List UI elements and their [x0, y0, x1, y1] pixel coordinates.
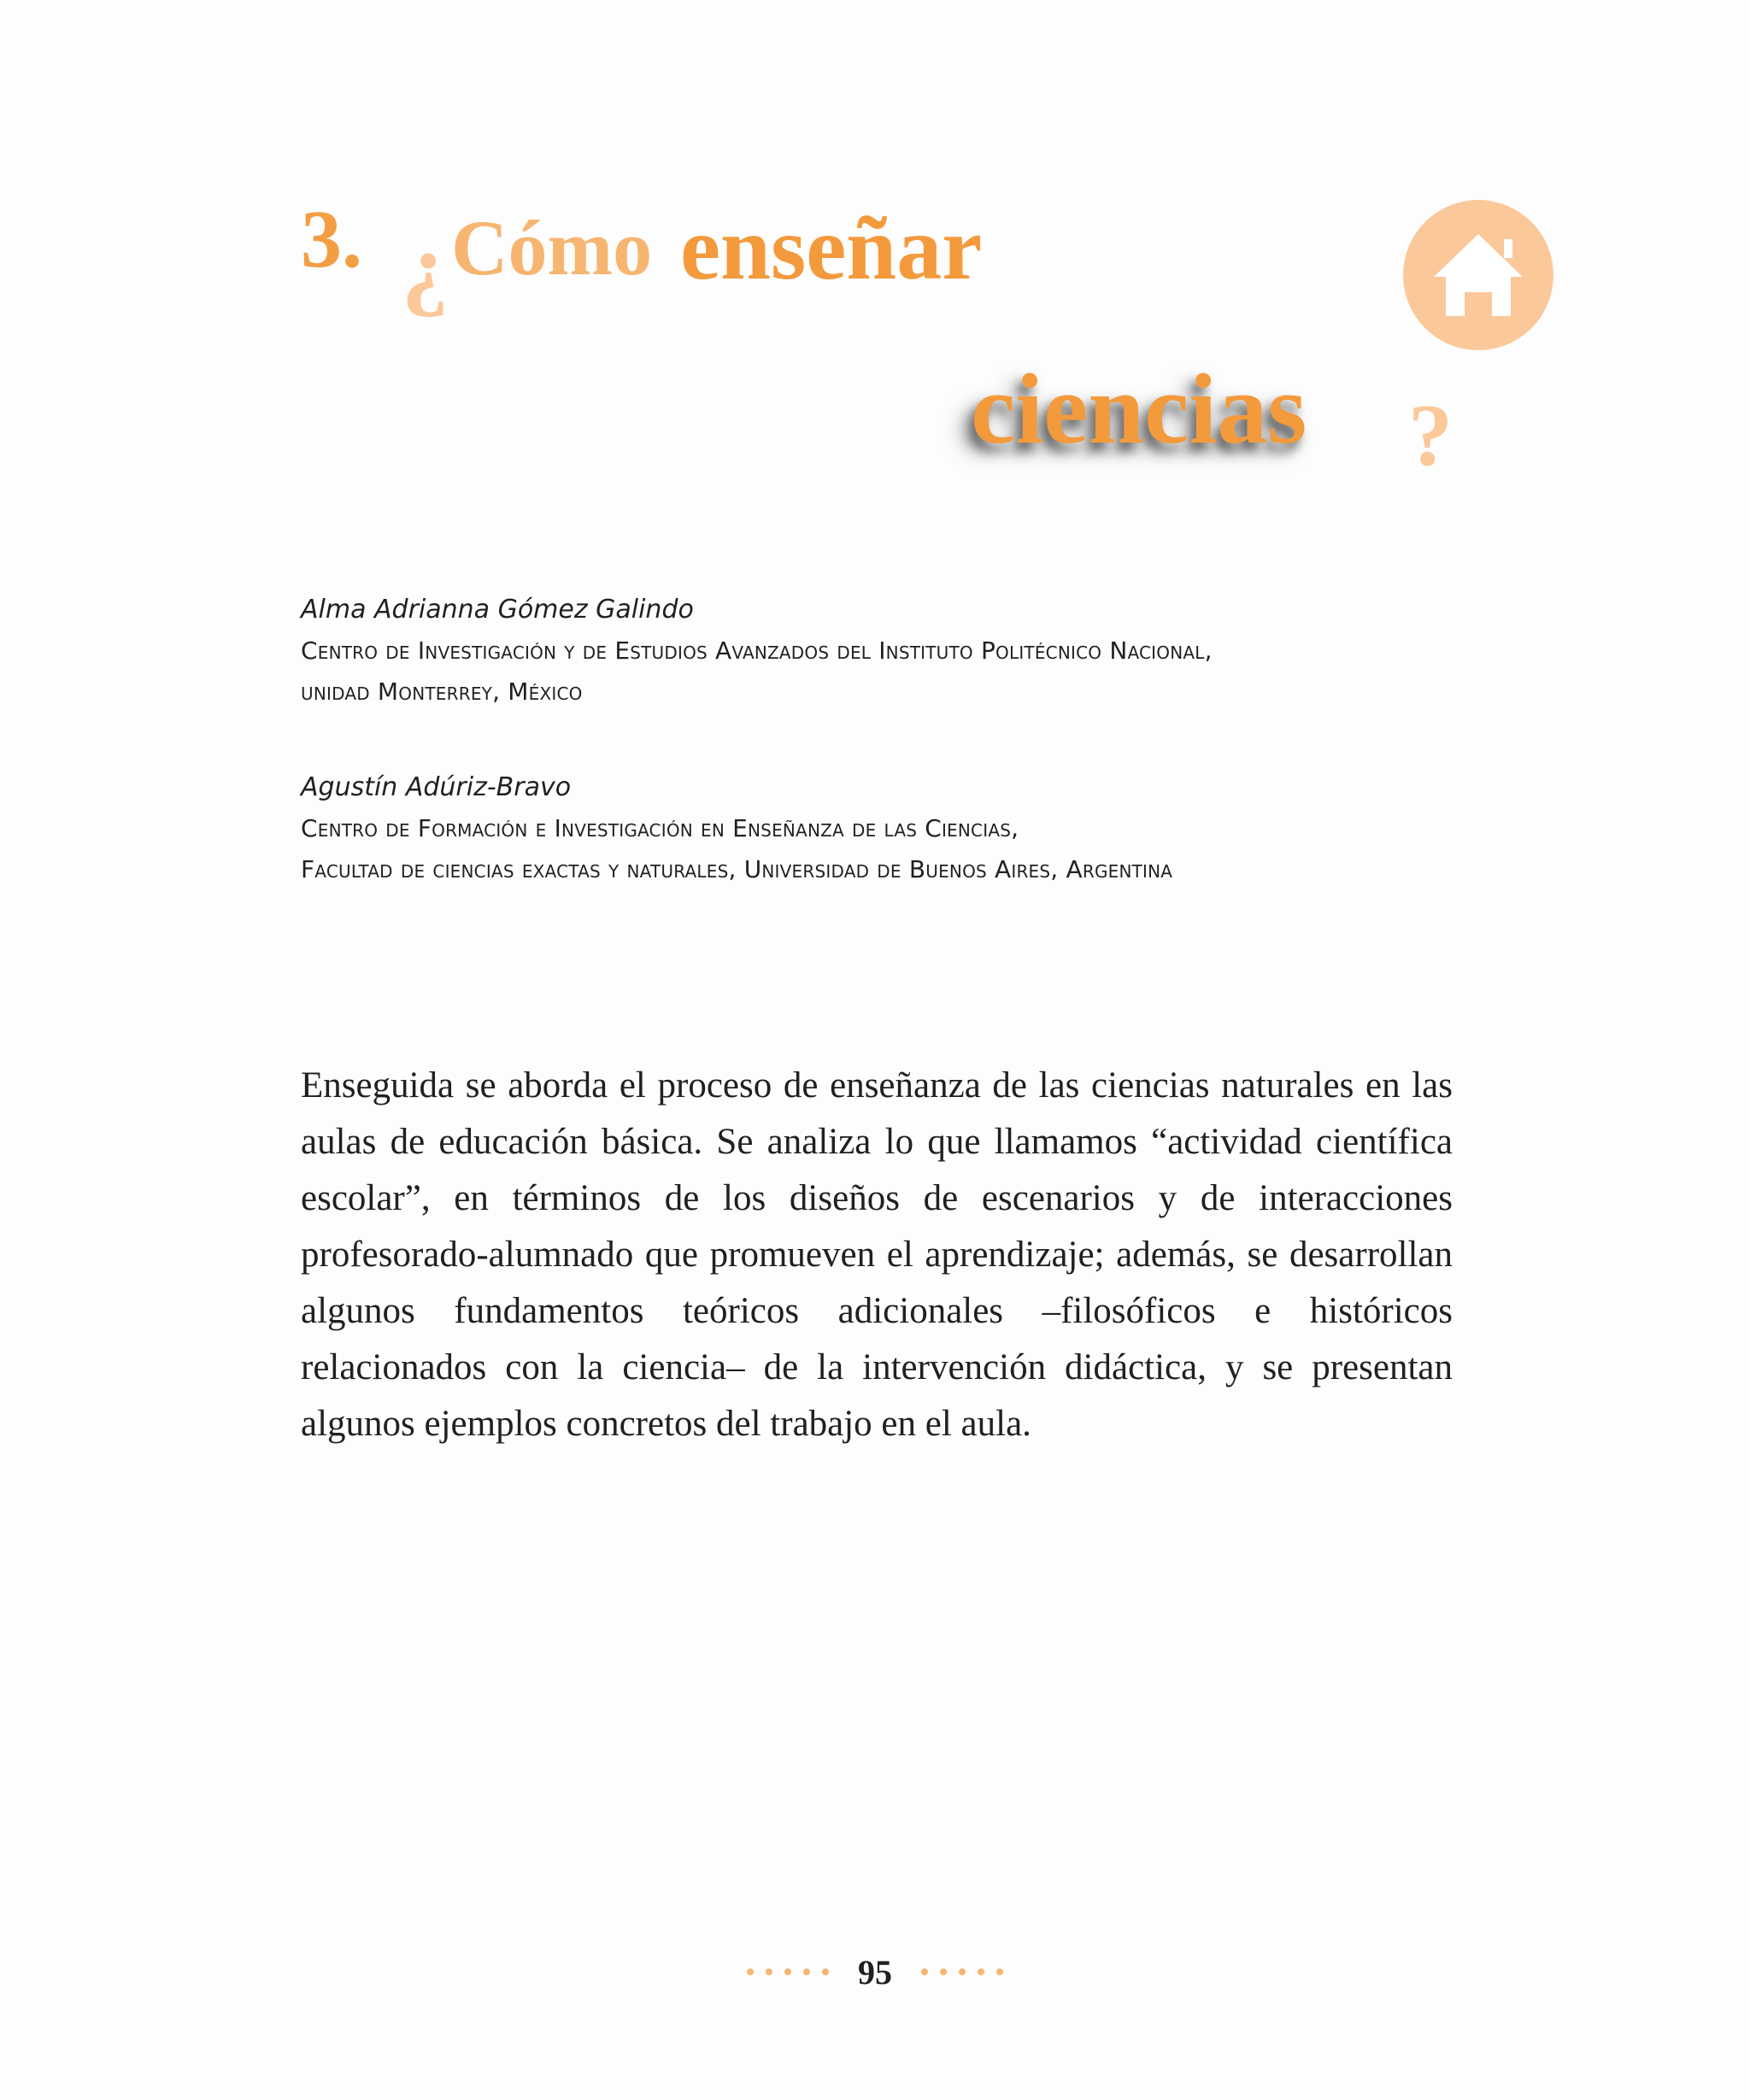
- author-affiliation: Facultad de ciencias exactas y naturales, Universidad de Buenos Aires, Argentina: [301, 855, 1173, 883]
- footer-dot: [921, 1968, 928, 1975]
- title-word-ensenar: enseñar: [680, 198, 983, 298]
- title-word-como: Cómo: [451, 204, 653, 291]
- footer-dot: [978, 1968, 984, 1975]
- author-affiliation: Centro de Formación e Investigación en Enseñanza de las Ciencias,: [301, 814, 1019, 842]
- abstract-paragraph: Enseguida se aborda el proceso de enseñanza de las ciencias naturales en las aulas de educación básica. Se analiza lo que llamamos “actividad científica escolar”, en términos de los diseños de escenarios y de interacciones profesorado-alumnado que promueven el aprendizaje; además, se desarrollan algunos fundamentos teóricos adicionales –filosóficos e históricos relacionados con la ciencia– de la intervención didáctica, y se presentan algunos ejemplos concretos del trabajo en el aula.: [301, 1065, 1453, 1444]
- footer-dots-left: [747, 1968, 829, 1975]
- home-icon-glyph: [1403, 200, 1553, 350]
- title-question-mark: ?: [1408, 386, 1453, 484]
- author-name: Alma Adrianna Gómez Galindo: [301, 595, 694, 625]
- footer-dot: [784, 1968, 791, 1975]
- author-block: [301, 590, 1514, 713]
- author-affiliation: Centro de Investigación y de Estudios Avanzados del Instituto Politécnico Nacional,: [301, 636, 1213, 665]
- footer-dot: [766, 1968, 772, 1975]
- footer-dot: [822, 1968, 829, 1975]
- home-icon[interactable]: [1403, 200, 1553, 350]
- footer-dot: [959, 1968, 966, 1975]
- title-word-ciencias: ciencias: [971, 353, 1307, 465]
- footer-dot: [747, 1968, 754, 1975]
- footer-dot: [940, 1968, 947, 1975]
- footer-dot: [996, 1968, 1003, 1975]
- chapter-number: 3.: [301, 193, 362, 284]
- page-footer: [0, 1946, 1750, 1997]
- footer-dots-right: [921, 1968, 1003, 1975]
- page-number: 95: [858, 1952, 892, 1991]
- author-affiliation: unidad Monterrey, México: [301, 678, 583, 706]
- title-inverted-question-mark: ¿: [402, 214, 449, 318]
- author-name: Agustín Adúriz-Bravo: [301, 772, 572, 802]
- footer-dot: [803, 1968, 810, 1975]
- author-block: [301, 767, 1514, 890]
